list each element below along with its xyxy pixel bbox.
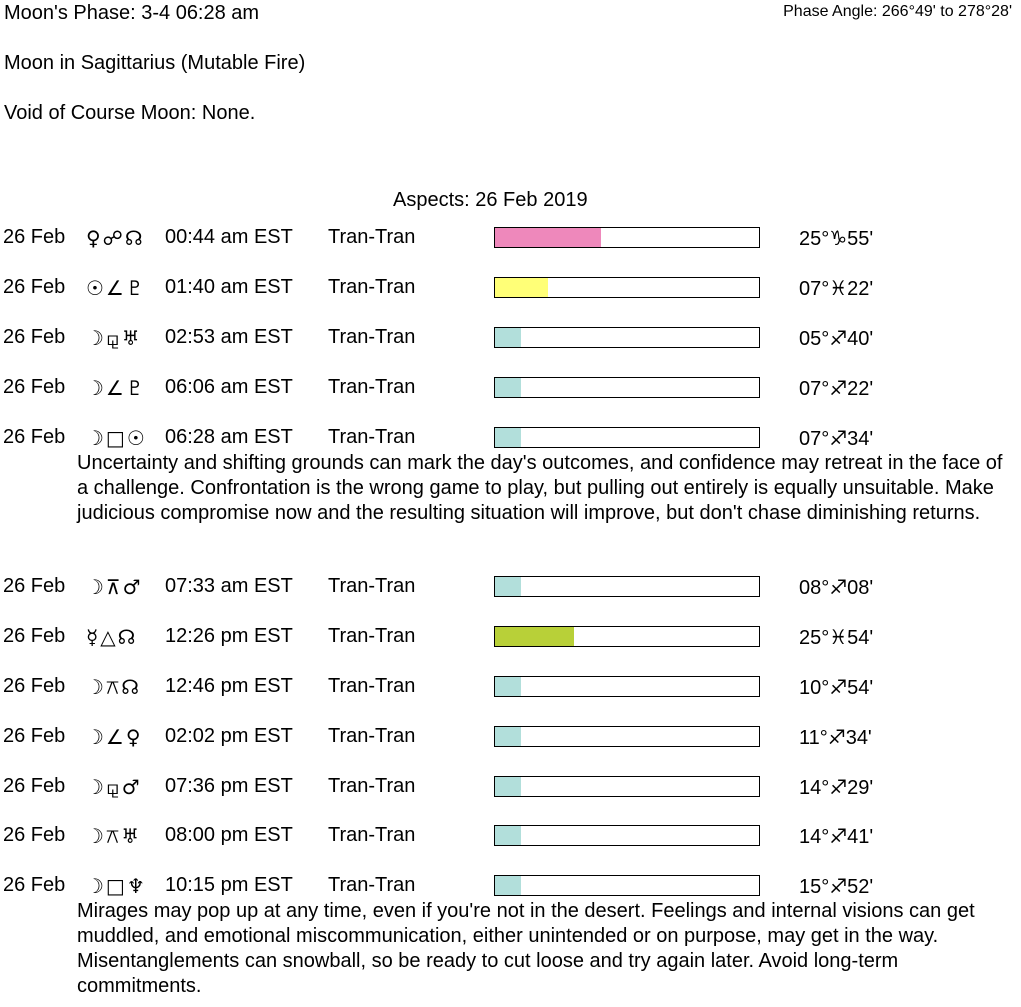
- aspect-time: 06:28 am EST: [165, 426, 293, 448]
- aspect-glyphs: ♀☍☊: [86, 226, 145, 250]
- aspect-glyphs: ☿△☊: [86, 625, 138, 649]
- aspect-type: Tran-Tran: [328, 326, 416, 348]
- aspect-position: 14°♐41': [799, 826, 874, 848]
- aspect-strength-fill: [495, 228, 601, 247]
- aspect-row: [0, 775, 1021, 805]
- aspect-strength-fill: [495, 328, 521, 347]
- aspect-row: [0, 824, 1021, 854]
- aspect-date: 26 Feb: [3, 874, 66, 896]
- aspect-date: 26 Feb: [3, 376, 66, 398]
- aspect-type: Tran-Tran: [328, 775, 416, 797]
- aspect-date: 26 Feb: [3, 675, 66, 697]
- aspect-type: Tran-Tran: [328, 625, 416, 647]
- aspect-time: 12:26 pm EST: [165, 625, 293, 647]
- aspect-time: 02:53 am EST: [165, 326, 293, 348]
- aspect-glyphs: ☉∠♇: [86, 276, 146, 300]
- aspect-strength-bar: [494, 227, 760, 248]
- aspect-date: 26 Feb: [3, 276, 66, 298]
- aspect-glyphs: ☽□☉: [86, 426, 147, 450]
- aspect-time: 12:46 pm EST: [165, 675, 293, 697]
- aspect-position: 25°♑55': [799, 228, 874, 250]
- moon-sign: Moon in Sagittarius (Mutable Fire): [4, 52, 306, 74]
- aspect-row: [0, 226, 1021, 256]
- aspect-time: 10:15 pm EST: [165, 874, 293, 896]
- aspect-date: 26 Feb: [3, 725, 66, 747]
- aspect-strength-bar: [494, 776, 760, 797]
- aspect-strength-bar: [494, 277, 760, 298]
- aspect-strength-fill: [495, 428, 521, 447]
- aspect-strength-fill: [495, 826, 521, 845]
- aspect-strength-bar: [494, 427, 760, 448]
- aspect-time: 02:02 pm EST: [165, 725, 293, 747]
- aspect-strength-fill: [495, 727, 521, 746]
- phase-angle: Phase Angle: 266°49' to 278°28': [783, 3, 1012, 20]
- aspect-position: 10°♐54': [799, 677, 874, 699]
- aspect-glyphs: ☽⚼♅: [86, 326, 142, 350]
- aspect-strength-fill: [495, 677, 521, 696]
- aspect-type: Tran-Tran: [328, 675, 416, 697]
- aspect-date: 26 Feb: [3, 575, 66, 597]
- aspect-time: 00:44 am EST: [165, 226, 293, 248]
- aspect-row: [0, 376, 1021, 406]
- aspect-glyphs: ☽□♆: [86, 874, 147, 898]
- aspect-position: 07°♐34': [799, 428, 874, 450]
- aspect-type: Tran-Tran: [328, 725, 416, 747]
- aspect-date: 26 Feb: [3, 775, 66, 797]
- aspect-glyphs: ☽⚻♅: [86, 824, 142, 848]
- aspect-strength-bar: [494, 726, 760, 747]
- aspect-type: Tran-Tran: [328, 226, 416, 248]
- aspect-row: [0, 675, 1021, 705]
- aspect-date: 26 Feb: [3, 824, 66, 846]
- aspect-date: 26 Feb: [3, 426, 66, 448]
- aspect-type: Tran-Tran: [328, 376, 416, 398]
- aspect-position: 07°♓22': [799, 278, 874, 300]
- aspect-time: 08:00 pm EST: [165, 824, 293, 846]
- aspects-heading: Aspects: 26 Feb 2019: [393, 189, 588, 211]
- aspect-position: 07°♐22': [799, 378, 874, 400]
- aspect-type: Tran-Tran: [328, 276, 416, 298]
- aspect-row: [0, 575, 1021, 605]
- aspect-glyphs: ☽⚻☊: [86, 675, 142, 699]
- aspect-description: Uncertainty and shifting grounds can mark the day's outcomes, and confidence may retreat in the face of a challenge. Confrontation is the wrong game to play, but pulling out entirely is equally unsuitable. Make judicious compromise now and the resulting situation will improve, but don't chase diminishing returns.: [77, 452, 1003, 524]
- aspect-strength-fill: [495, 577, 521, 596]
- aspect-strength-fill: [495, 278, 548, 297]
- void-of-course: Void of Course Moon: None.: [4, 102, 256, 124]
- aspect-row: [0, 276, 1021, 306]
- aspect-date: 26 Feb: [3, 625, 66, 647]
- aspect-strength-bar: [494, 676, 760, 697]
- aspect-strength-bar: [494, 377, 760, 398]
- aspect-position: 15°♐52': [799, 876, 874, 898]
- aspect-row: [0, 725, 1021, 755]
- aspect-glyphs: ☽∠♇: [86, 376, 146, 400]
- aspect-glyphs: ☽⚼♂: [86, 775, 142, 799]
- aspect-position: 25°♓54': [799, 627, 874, 649]
- aspect-time: 01:40 am EST: [165, 276, 293, 298]
- aspect-glyphs: ☽∠♀: [86, 725, 143, 749]
- aspect-strength-bar: [494, 825, 760, 846]
- aspect-type: Tran-Tran: [328, 575, 416, 597]
- aspect-strength-bar: [494, 327, 760, 348]
- aspect-position: 08°♐08': [799, 577, 874, 599]
- aspect-type: Tran-Tran: [328, 824, 416, 846]
- aspect-strength-bar: [494, 576, 760, 597]
- aspect-time: 07:33 am EST: [165, 575, 293, 597]
- aspect-glyphs: ☽⊼♂: [86, 575, 143, 599]
- aspect-position: 05°♐40': [799, 328, 874, 350]
- aspect-type: Tran-Tran: [328, 874, 416, 896]
- aspect-strength-fill: [495, 876, 521, 895]
- aspect-row: [0, 326, 1021, 356]
- aspect-strength-fill: [495, 378, 521, 397]
- aspect-time: 06:06 am EST: [165, 376, 293, 398]
- aspect-date: 26 Feb: [3, 226, 66, 248]
- aspect-position: 14°♐29': [799, 777, 874, 799]
- moon-phase: Moon's Phase: 3-4 06:28 am: [4, 2, 260, 24]
- aspect-position: 11°♐34': [799, 727, 872, 749]
- aspect-time: 07:36 pm EST: [165, 775, 293, 797]
- aspect-strength-fill: [495, 777, 521, 796]
- aspect-type: Tran-Tran: [328, 426, 416, 448]
- aspect-strength-fill: [495, 627, 574, 646]
- aspect-strength-bar: [494, 626, 760, 647]
- aspect-date: 26 Feb: [3, 326, 66, 348]
- aspect-strength-bar: [494, 875, 760, 896]
- aspect-description: Mirages may pop up at any time, even if you're not in the desert. Feelings and internal visions can get muddled, and emotional miscommunication, either unintended or on purpose, may get in the way. Misentanglements can snowball, so be ready to cut loose and try again later. Avoid long-term commitments.: [77, 900, 975, 997]
- aspect-row: [0, 625, 1021, 655]
